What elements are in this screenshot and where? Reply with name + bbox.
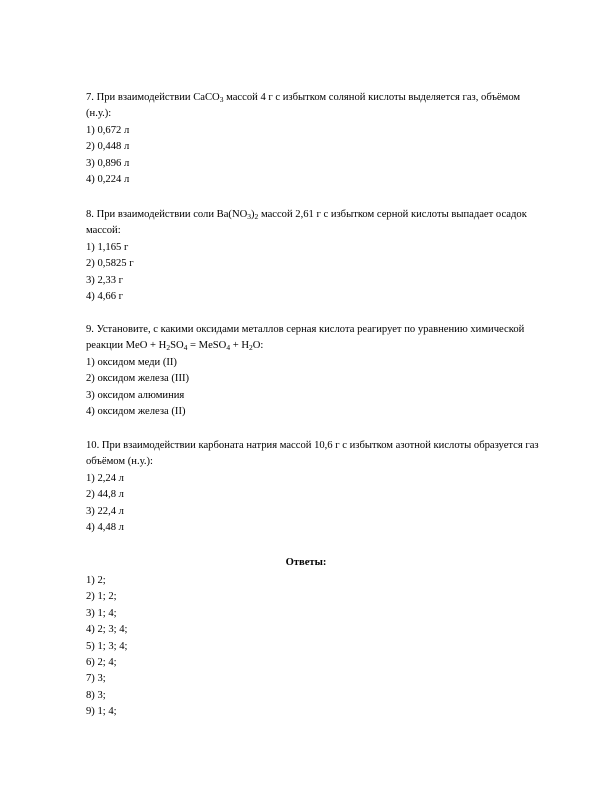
question-8 xyxy=(86,207,546,305)
q9-subscript: 2 xyxy=(248,343,253,353)
question-10-option-1: 1) 2,24 л xyxy=(86,472,124,484)
q8-subscript: 2 xyxy=(254,212,259,221)
question-7 xyxy=(86,90,546,188)
question-10-option-2: 2) 44,8 л xyxy=(86,489,124,501)
question-8-option-4: 4) 4,66 г xyxy=(86,291,124,303)
answer-item: 1) 2; xyxy=(86,575,106,586)
question-7-option-2: 2) 0,448 л xyxy=(86,141,130,153)
question-7-text xyxy=(86,90,546,123)
question-9 xyxy=(86,322,546,420)
q8-subscript: 3 xyxy=(247,212,252,221)
question-7-option-3: 3) 0,896 л xyxy=(86,157,130,169)
question-8-option-1: 1) 1,165 г xyxy=(86,241,129,253)
q8-text-part: ) xyxy=(251,209,255,220)
answer-item: 8) 3; xyxy=(86,689,106,701)
answers-list xyxy=(86,573,286,721)
question-9-option-3: 3) оксидом алюминия xyxy=(86,389,185,401)
question-10 xyxy=(86,438,546,536)
q9-text-part: + H xyxy=(230,340,249,352)
q7-text-part: 7. При взаимодействии CaCO xyxy=(86,92,220,103)
q9-subscript: 2 xyxy=(166,343,171,353)
question-10-text: 10. При взаимодействии карбоната натрия массой 10,6 г с избытком азотной кислоты образуется газ объёмом (н.у.): xyxy=(86,440,539,468)
question-9-text xyxy=(86,322,546,355)
q9-subscript: 4 xyxy=(226,343,231,353)
answer-item: 9) 1; 4; xyxy=(86,706,117,718)
answer-item: 7) 3; xyxy=(86,673,106,685)
question-7-option-4: 4) 0,224 л xyxy=(86,174,130,186)
question-8-option-3: 3) 2,33 г xyxy=(86,274,124,286)
q9-text-part: 9. Установите, с какими оксидами металлов серная кислота реагирует по уравнению химической реакции MeO + H xyxy=(86,324,525,352)
question-8-text xyxy=(86,207,546,240)
question-9-option-1: 1) оксидом меди (II) xyxy=(86,356,177,368)
question-10-option-4: 4) 4,48 л xyxy=(86,522,124,534)
question-10-option-3: 3) 22,4 л xyxy=(86,505,124,517)
question-7-option-1: 1) 0,672 л xyxy=(86,124,130,136)
answer-item: 2) 1; 2; xyxy=(86,591,117,603)
q8-text-part: массой 2,61 г с избытком серной кислоты выпадает осадок массой: xyxy=(86,209,527,237)
answer-item: 5) 1; 3; 4; xyxy=(86,640,128,652)
q9-text-part: = MeSO xyxy=(187,340,227,352)
answer-item: 6) 2; 4; xyxy=(86,657,117,669)
q9-text-part: O: xyxy=(252,340,264,352)
q7-text-part: массой 4 г с избытком соляной кислоты выделяется газ, объёмом (н.у.): xyxy=(86,92,521,120)
q9-subscript: 4 xyxy=(183,343,188,353)
q7-subscript: 3 xyxy=(219,95,224,104)
question-8-option-2: 2) 0,5825 г xyxy=(86,258,134,270)
answers-heading: Ответы: xyxy=(285,557,327,568)
q8-text-part: 8. При взаимодействии соли Ba(NO xyxy=(86,209,248,220)
answer-item: 3) 1; 4; xyxy=(86,607,117,619)
q9-text-part: SO xyxy=(170,340,184,352)
answer-item: 4) 2; 3; 4; xyxy=(86,624,128,636)
question-9-option-2: 2) оксидом железа (III) xyxy=(86,373,190,385)
question-9-option-4: 4) оксидом железа (II) xyxy=(86,406,186,418)
